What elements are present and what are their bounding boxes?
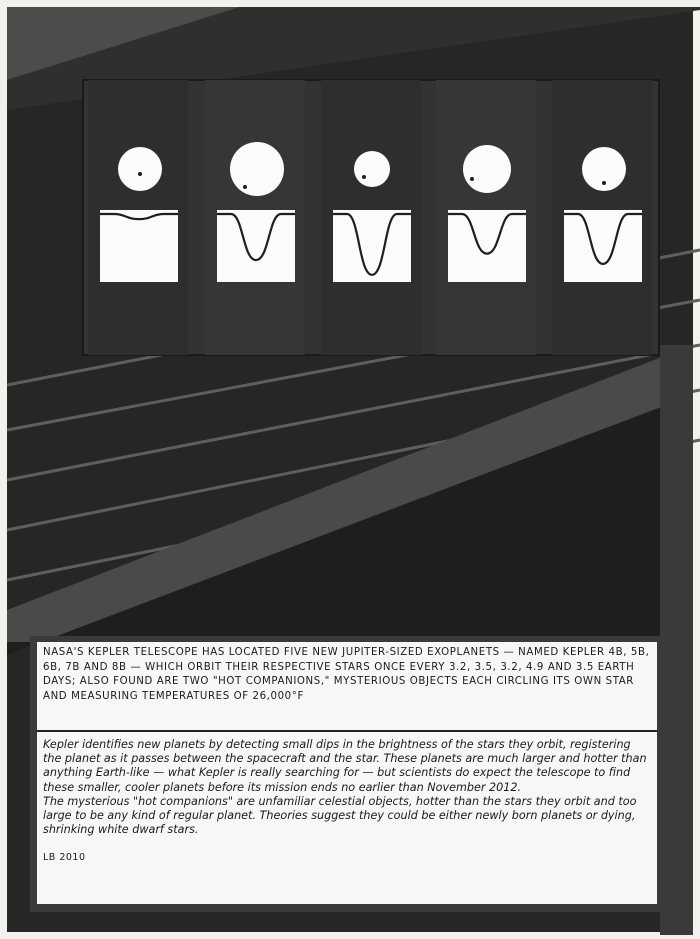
planet-dot (243, 185, 247, 189)
caption-headline: NASA'S KEPLER TELESCOPE HAS LOCATED FIVE NEW JUPITER-SIZED EXOPLANETS — NAMED KEPLER 4B, 5B, 6B, 7B AND 8B — WHICH ORBIT THEIR RESPECTIVE STARS ONCE EVERY 3.2, 3.5, 3.2, 4.9 AND 3.5 EARTH DAYS; ALSO FOUND ARE TWO "HOT COMPANIONS," MYSTERIOUS OBJECTS EACH CIRCLING ITS OWN STAR AND MEASURING TEMPERATURES OF 26,000°F (43, 647, 650, 702)
star-disk (230, 142, 284, 196)
light-curve-box (217, 210, 295, 282)
planet-dot (470, 177, 474, 181)
star-disk (354, 151, 390, 187)
light-curve-box (564, 210, 642, 282)
caption-body-box (37, 732, 657, 904)
caption-headline-box (37, 642, 657, 730)
star-disk (463, 145, 511, 193)
planet-dot (602, 181, 606, 185)
planet-dot (138, 172, 142, 176)
light-curve-box (100, 210, 178, 282)
caption-paragraph-2: The mysterious "hot companions" are unfamiliar celestial objects, hotter than the stars they orbit and too large to be any kind of regular planet. Theories suggest they could be either newly born planets or dying, shrinking white dwarf stars. (43, 794, 637, 837)
caption-paragraph-1: Kepler identifies new planets by detecting small dips in the brightness of the stars they orbit, registering the planet as it passes between the spacecraft and the star. These planets are much larger and hotter than anything Earth-like — what Kepler is really searching for — but scientists do expect the telescope to find these smaller, cooler planets before its mission ends no earlier than November 2012. (43, 738, 647, 794)
right-pillar (660, 345, 693, 935)
star-disk (118, 147, 162, 191)
planet-dot (362, 175, 366, 179)
light-curve-box (333, 210, 411, 282)
light-curve-box (448, 210, 526, 282)
artist-signature: LB 2010 (43, 852, 86, 864)
transit-series (88, 80, 652, 355)
